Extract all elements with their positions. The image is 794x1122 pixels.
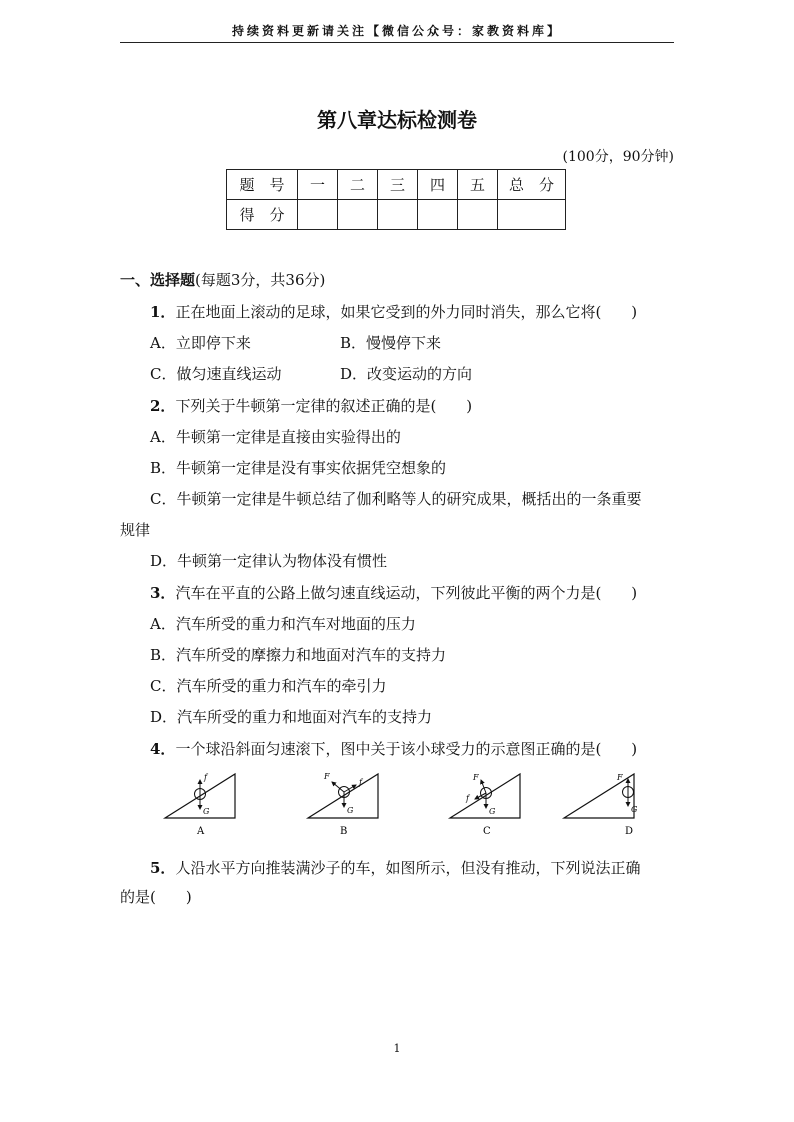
question-number: 4．	[150, 740, 176, 758]
question-stem: 汽车在平直的公路上做匀速直线运动，下列彼此平衡的两个力是( )	[175, 584, 638, 602]
force-diagrams-svg	[160, 768, 640, 840]
option[interactable]: C．牛顿第一定律是牛顿总结了伽利略等人的研究成果，概括出的一条重要	[150, 490, 642, 508]
score-cell: 四	[418, 170, 458, 200]
question-5	[150, 858, 640, 878]
force-label: F	[617, 773, 623, 782]
option[interactable]: D．改变运动的方向	[340, 365, 473, 383]
question-2	[150, 396, 472, 416]
question-number: 5．	[150, 859, 176, 877]
question-3	[150, 583, 637, 603]
question-stem: 一个球沿斜面匀速滚下，图中关于该小球受力的示意图正确的是( )	[175, 740, 638, 758]
score-table-score-row	[227, 200, 566, 230]
option[interactable]: A．汽车所受的重力和汽车对地面的压力	[150, 615, 416, 633]
page-number: 1	[393, 1042, 401, 1055]
section-note: (每题3分，共36分)	[195, 271, 326, 289]
force-label: f	[204, 773, 207, 782]
question-number: 1．	[150, 303, 176, 321]
force-label: f	[359, 778, 362, 787]
diagram-b[interactable]	[308, 772, 378, 818]
diagram-label: C	[483, 826, 491, 837]
diagram-d[interactable]	[564, 773, 638, 818]
section-heading	[120, 270, 325, 290]
score-table	[226, 169, 566, 230]
option-continuation: 规律	[120, 521, 151, 539]
score-cell: 五	[458, 170, 498, 200]
score-input-cell[interactable]	[338, 200, 378, 230]
option[interactable]: C．汽车所受的重力和汽车的牵引力	[150, 677, 387, 695]
page-header: 持续资料更新请关注【微信公众号：家教资料库】	[231, 24, 562, 38]
score-input-cell[interactable]	[458, 200, 498, 230]
force-label: G	[347, 806, 354, 815]
force-label: F	[473, 773, 479, 782]
question-number: 2．	[150, 397, 176, 415]
option[interactable]: B．汽车所受的摩擦力和地面对汽车的支持力	[150, 646, 447, 664]
score-cell: 总 分	[498, 170, 566, 200]
question-stem: 正在地面上滚动的足球，如果它受到的外力同时消失，那么它将( )	[175, 303, 638, 321]
question-number: 3．	[150, 584, 176, 602]
diagram-a[interactable]	[165, 773, 235, 818]
question-stem-continuation: 的是( )	[120, 888, 192, 906]
question-stem: 人沿水平方向推装满沙子的车，如图所示，但没有推动，下列说法正确	[175, 859, 641, 877]
question-4	[150, 739, 637, 759]
force-label: G	[631, 805, 638, 814]
force-label: G	[489, 807, 496, 816]
score-table-header-row	[227, 170, 566, 200]
header-divider	[120, 42, 674, 43]
diagram-label: B	[340, 826, 348, 837]
option[interactable]: A．立即停下来	[150, 334, 251, 352]
option[interactable]: D．汽车所受的重力和地面对汽车的支持力	[150, 708, 433, 726]
force-diagrams	[160, 768, 640, 844]
force-label: F	[324, 772, 330, 781]
score-cell: 得 分	[227, 200, 298, 230]
score-input-cell[interactable]	[298, 200, 338, 230]
question-stem: 下列关于牛顿第一定律的叙述正确的是( )	[175, 397, 473, 415]
diagram-label: A	[197, 826, 205, 837]
option[interactable]: A．牛顿第一定律是直接由实验得出的	[150, 428, 401, 446]
page-title: 第八章达标检测卷	[317, 108, 477, 132]
score-input-cell[interactable]	[378, 200, 418, 230]
score-cell: 三	[378, 170, 418, 200]
score-cell: 题 号	[227, 170, 298, 200]
question-1	[150, 302, 637, 322]
exam-meta: (100分，90分钟)	[562, 149, 674, 165]
score-cell: 一	[298, 170, 338, 200]
option[interactable]: B．慢慢停下来	[340, 334, 442, 352]
diagram-c[interactable]	[450, 773, 520, 818]
force-label: f	[466, 794, 469, 803]
score-input-cell[interactable]	[498, 200, 566, 230]
option[interactable]: D．牛顿第一定律认为物体没有惯性	[150, 552, 388, 570]
score-cell: 二	[338, 170, 378, 200]
force-label: G	[203, 807, 210, 816]
score-input-cell[interactable]	[418, 200, 458, 230]
section-title: 一、选择题	[120, 271, 196, 289]
option[interactable]: B．牛顿第一定律是没有事实依据凭空想象的	[150, 459, 447, 477]
option[interactable]: C．做匀速直线运动	[150, 365, 282, 383]
diagram-label: D	[625, 826, 634, 837]
